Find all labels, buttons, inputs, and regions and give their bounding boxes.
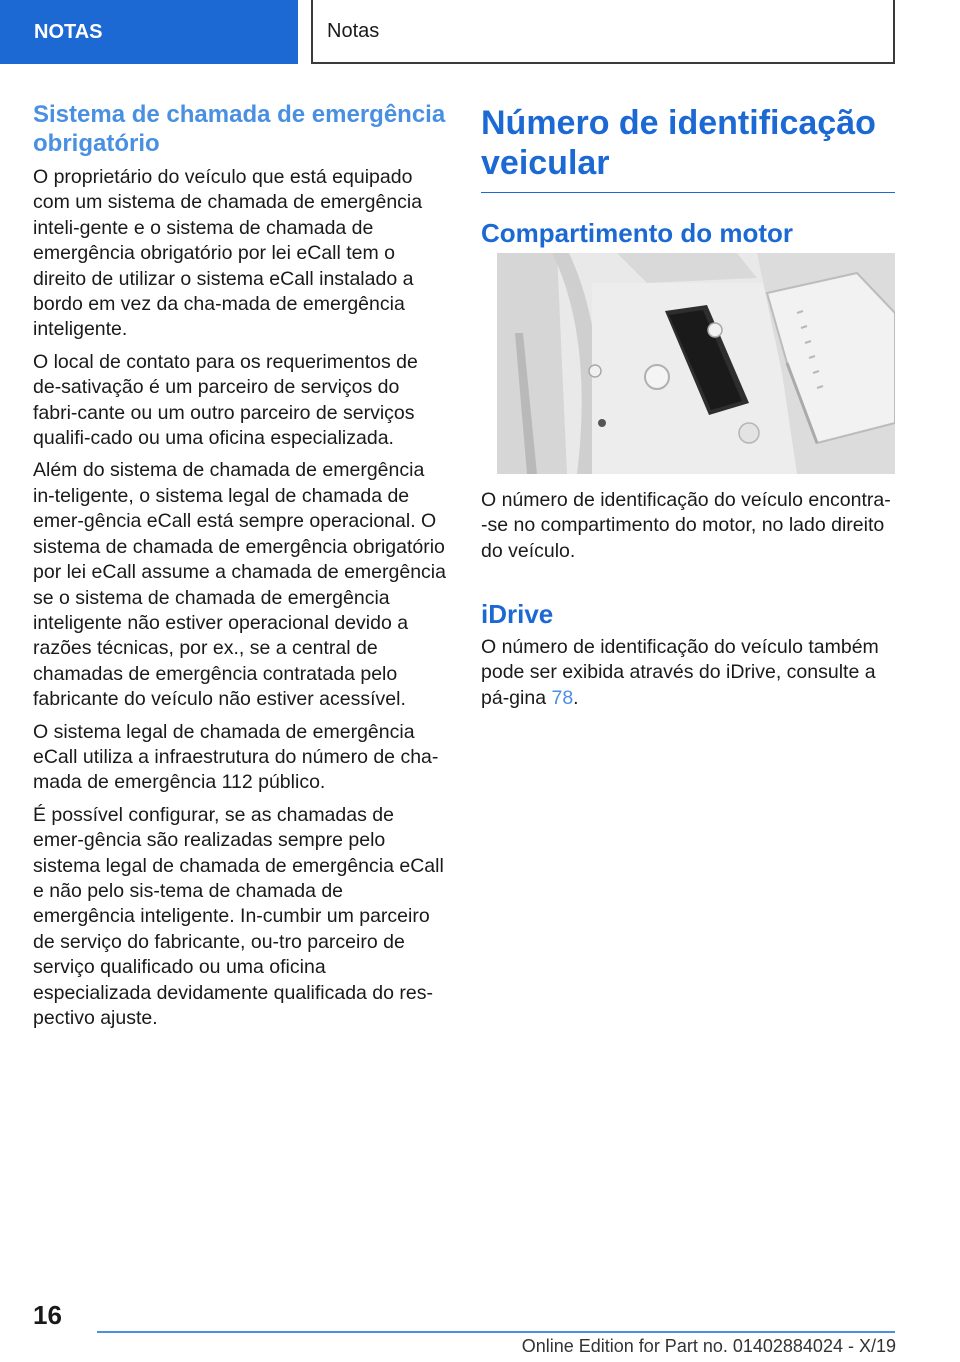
engine-compartment-photo <box>497 253 895 474</box>
section-tab: NOTAS <box>0 0 298 64</box>
vin-title-line1: Número de identificação <box>481 104 876 142</box>
engine-text-block <box>481 488 895 571</box>
idrive-text-end: . <box>573 686 579 709</box>
paragraph: O sistema legal de chamada de emergência eCall utiliza a infraestrutura do número de cha-mada de emergência 112 público. <box>33 720 439 794</box>
idrive-heading: iDrive <box>481 599 554 629</box>
page-reference-link[interactable]: 78 <box>551 686 574 709</box>
idrive-text <box>481 635 895 711</box>
left-column <box>33 100 447 1038</box>
right-column <box>481 103 895 249</box>
paragraph: O proprietário do veículo que está equipado com um sistema de chamada de emergência inteli-gente e o sistema de chamada de emergência obrigatório por lei eCall tem o direito de utilizar o sistema eCall instalado a bordo em vez da cha-mada de emergência inteligente. <box>33 166 423 341</box>
ecall-heading: Sistema de chamada de emergência obrigatório <box>33 101 446 157</box>
engine-location-text: O número de identificação do veículo encontra--se no compartimento do motor, no lado direito do veículo. <box>481 489 891 562</box>
paragraph: É possível configurar, se as chamadas de emer-gência são realizadas sempre pelo sistema legal de chamada de emergência eCall e não pelo sis-tema de chamada de emergência inteligente. In-cumbir um parceiro de serviço do fabricante, ou-tro parceiro de serviço qualificado ou uma oficina especializada devidamente qualificada do res-pectivo ajuste. <box>33 803 444 1029</box>
footer-divider <box>97 1331 895 1333</box>
paragraph: O local de contato para os requerimentos de de-sativação é um parceiro de serviços do fabri-cante ou um outro parceiro de serviços qualifi-cado ou uma oficina especializada. <box>33 350 418 450</box>
idrive-text-block <box>481 635 895 718</box>
paragraph: Além do sistema de chamada de emergência in-teligente, o sistema legal de chamada de emer-gência eCall está sempre operacional. O sistema de chamada de emergência obrigatório por lei eCall assume a chamada de emergência se o sistema de chamada de emergência inteligente não estiver operacional devido a razões técnicas, por ex., se a central de chamadas de emergência contratada pelo fabricante do veículo não estiver acessível. <box>33 459 446 711</box>
chapter-tab: Notas <box>311 0 895 64</box>
title-divider <box>481 192 895 193</box>
vin-title-line2: veicular <box>481 144 610 182</box>
page-number: 16 <box>33 1300 62 1330</box>
engine-compartment-heading: Compartimento do motor <box>481 218 793 248</box>
edition-footer: Online Edition for Part no. 01402884024 - X/19 <box>521 1336 896 1356</box>
idrive-text-main: O número de identificação do veículo também pode ser exibida através do iDrive, consulte a pá-gina <box>481 636 879 709</box>
